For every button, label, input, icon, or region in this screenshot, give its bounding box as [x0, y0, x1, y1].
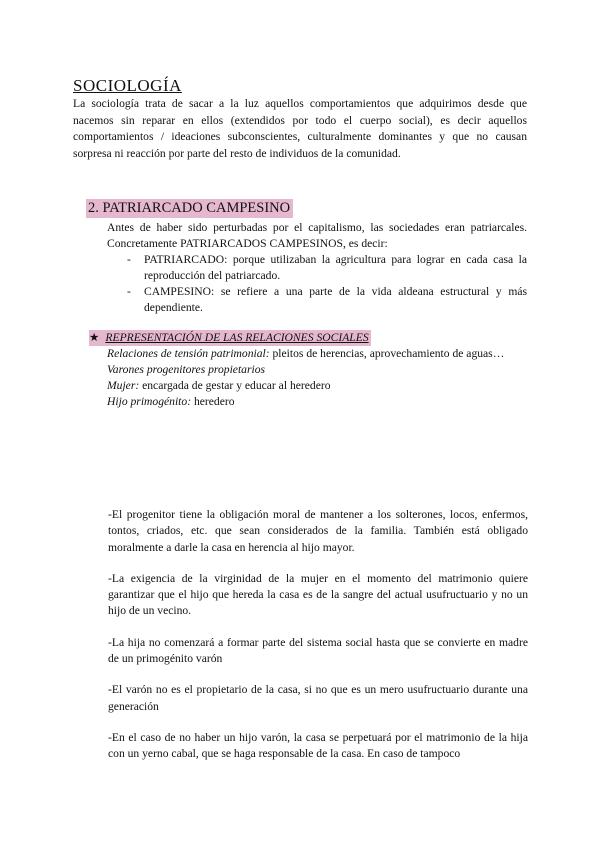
section-body-text: Antes de haber sido perturbadas por el capitalismo, las sociedades eran patriarcales. Concretamente PATRIARCADOS CAMPESINOS, es decir: [107, 221, 527, 250]
representation-heading [89, 330, 371, 346]
bullet-list [107, 252, 527, 316]
representation-label: Varones progenitores propietarios [107, 363, 266, 376]
note-paragraph: -La hija no comenzará a formar parte del sistema social hasta que se convierte en madre de un primogénito varón [108, 635, 528, 666]
representation-label: Relaciones de tensión patrimonial: [107, 347, 270, 360]
representation-line [107, 346, 527, 362]
representation-text: heredero [191, 395, 235, 408]
page-title: SOCIOLOGÍA [73, 76, 182, 95]
star-icon: ★ [89, 331, 100, 344]
note-paragraph: -En el caso de no haber un hijo varón, la casa se perpetuará por el matrimonio de la hija con un yerno cabal, que se haga responsable de la casa. En caso de tampoco [108, 730, 528, 761]
representation-line [107, 362, 527, 378]
bullet-item [107, 284, 527, 316]
representation-heading-text: REPRESENTACIÓN DE LAS RELACIONES SOCIALES [105, 331, 369, 344]
bullet-dash: - [127, 253, 131, 266]
section-body [107, 220, 527, 316]
representation-text: encargada de gestar y educar al heredero [139, 379, 331, 392]
representation-line [107, 378, 527, 394]
bullet-text: PATRIARCADO: porque utilizaban la agricultura para lograr en cada casa la reproducción del patriarcado. [144, 253, 527, 282]
bullet-dash: - [127, 285, 131, 298]
representation-list [107, 346, 527, 410]
representation-line [107, 394, 527, 410]
representation-text: pleitos de herencias, aprovechamiento de aguas… [269, 347, 505, 360]
intro-paragraph: La sociología trata de sacar a la luz aquellos comportamientos que adquirimos desde que nacemos sin reparar en ellos (extendidos por todo el cuerpo social), es decir aquellos comportamientos / ideaciones subconscientes, culturalmente dominantes y que no causan sorpresa ni reacción por parte del resto de individuos de la comunidad. [73, 97, 527, 160]
representation-label: Mujer: [107, 379, 140, 392]
note-paragraph: -El varón no es el propietario de la casa, si no que es un mero usufructuario durante una generación [108, 683, 528, 713]
notes-paragraphs [108, 507, 528, 778]
bullet-text: CAMPESINO: se refiere a una parte de la vida aldeana estructural y más dependiente. [144, 285, 527, 314]
bullet-item [107, 252, 527, 284]
note-paragraph: -El progenitor tiene la obligación moral de mantener a los solterones, locos, enfermos, tontos, criados, etc. que sean considerados de la familia. También está obligado moralmente a darle la casa en herencia al hijo mayor. [108, 508, 528, 554]
note-paragraph: -La exigencia de la virginidad de la mujer en el momento del matrimonio quiere garantizar que el hijo que hereda la casa es de la sangre del actual usufructuario y no un hijo de un vecino. [108, 571, 528, 618]
representation-label: Hijo primogénito: [107, 395, 192, 408]
section-heading: 2. PATRIARCADO CAMPESINO [86, 199, 293, 218]
